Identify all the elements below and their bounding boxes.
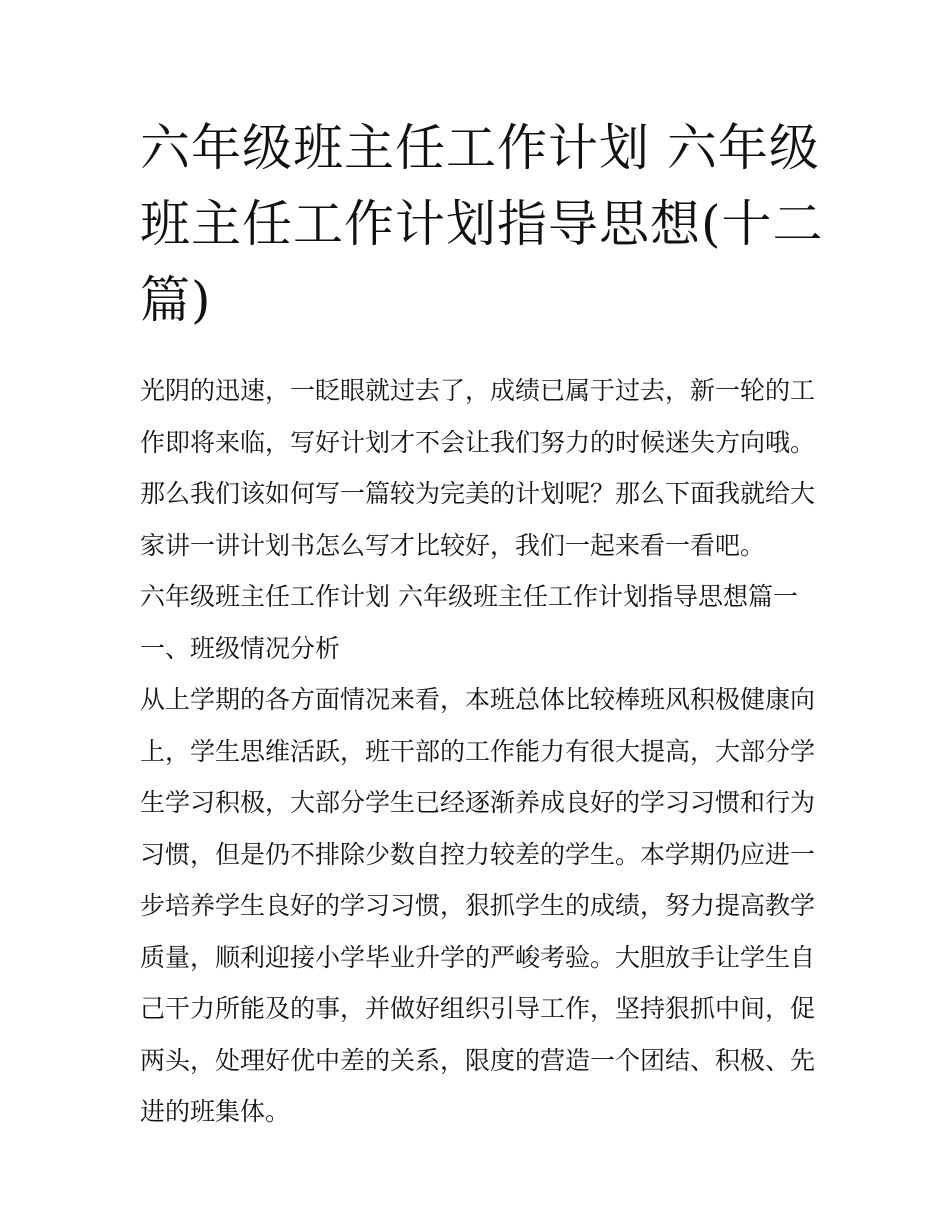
body-line: 两头，处理好优中差的关系，限度的营造一个团结、积极、先 <box>140 1045 816 1075</box>
body-line: 生学习积极，大部分学生已经逐渐养成良好的学习习惯和行为 <box>140 788 816 817</box>
title-line: 六年级班主任工作计划 六年级 <box>140 119 820 177</box>
body-line: 从上学期的各方面情况来看，本班总体比较棒班风积极健康向 <box>140 685 816 714</box>
intro-paragraph <box>140 365 815 571</box>
body-line: 习惯，但是仍不排除少数自控力较差的学生。本学期仍应进一 <box>140 839 816 869</box>
intro-line: 那么我们该如何写一篇较为完美的计划呢？那么下面我就给大 <box>140 479 816 508</box>
section-heading <box>140 571 815 623</box>
intro-line: 作即将来临，写好计划才不会让我们努力的时候迷失方向哦。 <box>140 427 816 457</box>
title-line: 班主任工作计划指导思想(十二 <box>140 195 824 253</box>
body-line: 步培养学生良好的学习习惯，狠抓学生的成绩，努力提高教学 <box>140 891 816 920</box>
intro-line: 家讲一讲计划书怎么写才比较好，我们一起来看一看吧。 <box>140 530 766 560</box>
body-paragraph <box>140 674 815 1138</box>
section-heading-text: 六年级班主任工作计划 六年级班主任工作计划指导思想篇一 <box>140 582 798 611</box>
document-content <box>140 110 824 1138</box>
body-line: 质量，顺利迎接小学毕业升学的严峻考验。大胆放手让学生自 <box>140 942 816 972</box>
document-title <box>140 110 824 338</box>
intro-line: 光阴的迅速，一眨眼就过去了，成绩已属于过去，新一轮的工 <box>140 376 816 405</box>
subheading-text: 一、班级情况分析 <box>140 633 341 663</box>
body-line: 进的班集体。 <box>140 1097 291 1126</box>
subheading <box>140 623 815 675</box>
title-line: 篇) <box>140 271 212 329</box>
body-line: 己干力所能及的事，并做好组织引导工作，坚持狠抓中间，促 <box>140 994 816 1023</box>
body-line: 上，学生思维活跃，班干部的工作能力有很大提高，大部分学 <box>140 736 816 766</box>
